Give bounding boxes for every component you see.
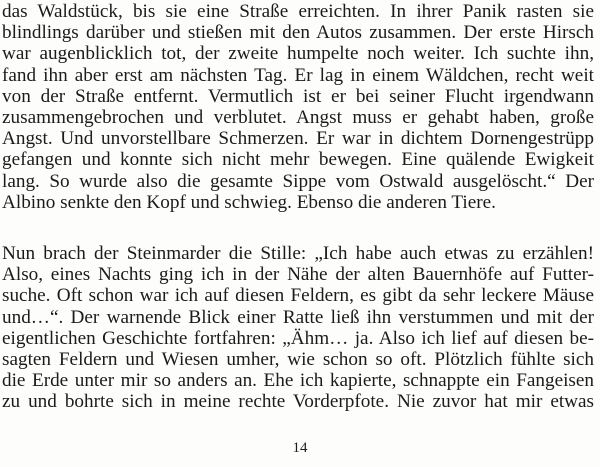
page-number: 14 [292, 440, 308, 456]
text-line: fand ihn aber erst am nächsten Tag. Er lag in einem Wäldchen, recht weit [2, 64, 594, 86]
text-line: war augenblicklich tot, der zweite humpelte noch weiter. Ich suchte ihn, [2, 43, 594, 65]
text-line: Also, eines Nachts ging ich in der Nähe der alten Bauernhöfe auf Futter- [2, 264, 594, 286]
paragraph [2, 243, 594, 413]
text-line: eigentlichen Geschichte fortfahren: „Ähm… ja. Also ich lief auf diesen be- [2, 327, 594, 349]
text-line: von der Straße entfernt. Vermutlich ist er bei seiner Flucht irgendwann [2, 85, 594, 107]
text-line: zusammengebrochen und verblutet. Angst muss er gehabt haben, große [2, 106, 594, 128]
text-line: gefangen und konnte sich nicht mehr bewegen. Eine quälende Ewigkeit [2, 149, 594, 171]
text-line: Angst. Und unvorstellbare Schmerzen. Er war in dichtem Dornengestrüpp [2, 128, 594, 150]
text-line: zu und bohrte sich in meine rechte Vorderpfote. Nie zuvor hat mir etwas [2, 391, 594, 413]
text-line: suche. Oft schon war ich auf diesen Feldern, es gibt da sehr leckere Mäuse [2, 285, 594, 307]
paragraph [2, 1, 594, 213]
text-line: die Erde unter mir so anders an. Ehe ich kapierte, schnappte ein Fangeisen [2, 370, 594, 392]
text-line: das Waldstück, bis sie eine Straße erreichten. In ihrer Panik rasten sie [2, 1, 594, 22]
text-line: sagten Feldern und Wiesen umher, wie schon so oft. Plötzlich fühlte sich [2, 348, 594, 370]
text-line: Nun brach der Steinmarder die Stille: „Ich habe auch etwas zu erzählen! [2, 243, 594, 264]
text-line: lang. So wurde also die gesamte Sippe vom Ostwald ausgelöscht.“ Der [2, 170, 594, 192]
text-line: und…“. Der warnende Blick einer Ratte ließ ihn verstummen und mit der [2, 306, 594, 328]
text-line: blindlings darüber und stießen mit den Autos zusammen. Der erste Hirsch [2, 22, 594, 44]
text-line: Albino senkte den Kopf und schwieg. Ebenso die anderen Tiere. [2, 191, 496, 213]
